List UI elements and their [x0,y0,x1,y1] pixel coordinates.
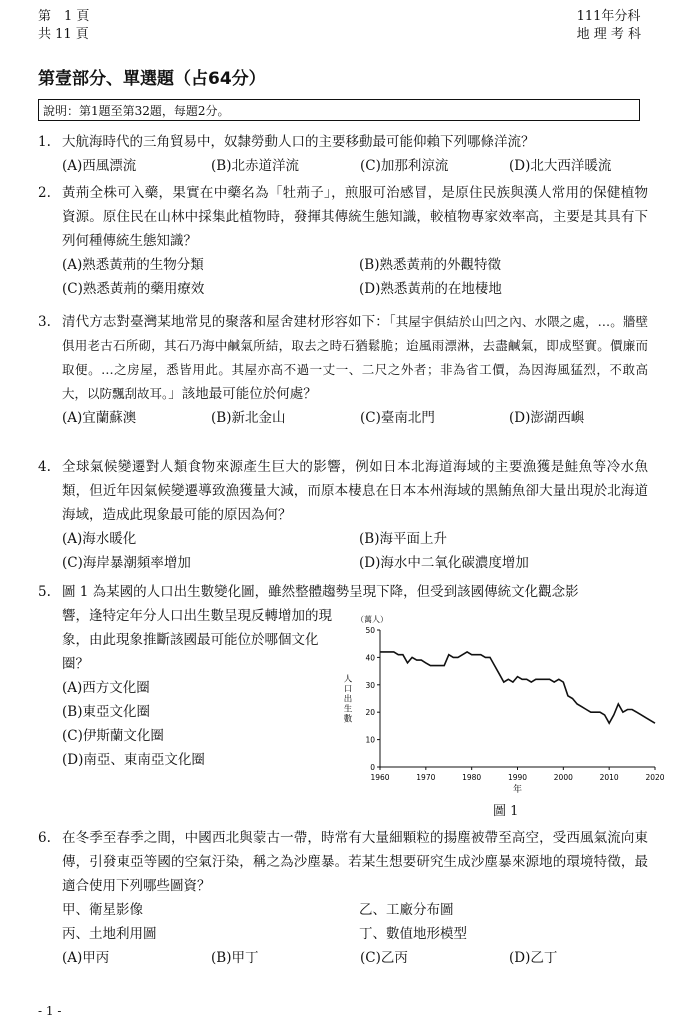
y-tick-label: 20 [365,708,375,718]
page-header-left [38,8,89,44]
option-d: (D)乙丁 [509,950,558,966]
chart-unit-label: （萬人） [356,615,388,624]
y-tick-label: 40 [365,653,375,663]
question-6 [38,826,648,970]
question-3 [38,310,648,430]
option-d: (D)澎湖西嶼 [509,410,585,426]
x-tick-label: 1980 [462,773,482,782]
instructions-box: 說明：第1題至第32題，每題2分。 [38,99,640,121]
chart-series-line [380,652,655,723]
chart-y-ticks [365,626,380,772]
question-number: 5. [38,584,51,600]
question-number: 1. [38,134,51,150]
figure-caption: 圖 1 [493,804,519,819]
question-number: 3. [38,314,51,330]
option-b: (B)海平面上升 [359,531,447,547]
item-jia: 甲、衛星影像 [62,902,143,918]
y-tick-label: 10 [365,735,375,745]
option-b: (B)北赤道洋流 [211,158,299,174]
option-c: (C)海岸暴潮頻率增加 [62,555,191,571]
x-tick-label: 1970 [416,773,436,782]
x-tick-label: 1960 [370,773,390,782]
option-c: (C)熟悉黃荊的藥用療效 [62,281,205,297]
chart-y-axis-label [344,674,353,725]
option-a: (A)宜蘭蘇澳 [62,410,137,426]
section-title: 第壹部分、單選題（占64分） [38,69,266,89]
option-c: (C)乙丙 [360,950,408,966]
y-axis-label-char: 出 [343,694,353,705]
option-d: (D)熟悉黃荊的在地棲地 [359,281,502,297]
option-d: (D)海水中二氧化碳濃度增加 [359,555,529,571]
option-a: (A)西方文化圈 [62,680,150,696]
option-d: (D)北大西洋暖流 [509,158,612,174]
option-d: (D)南亞、東南亞文化圈 [62,752,205,768]
item-yi: 乙、工廠分布圖 [359,902,454,918]
option-c: (C)伊斯蘭文化圈 [62,728,164,744]
option-a: (A)熟悉黃荊的生物分類 [62,257,204,273]
option-b: (B)東亞文化圈 [62,704,150,720]
question-1 [38,130,648,178]
y-tick-label: 0 [370,763,375,772]
question-stem: 黃荊全株可入藥，果實在中藥名為「牡荊子」，煎服可治感冒，是原住民族與漢人常用的保健植物資源。原住民在山林中採集此植物時，發揮其傳統生態知識，較植物專家效率高，主要是其具有下列何種傳統生態知識？ [62,185,648,249]
question-stem-line1: 圖 1 為某國的人口出生數變化圖，雖然整體趨勢呈現下降，但受到該國傳統文化觀念影 [62,584,579,600]
y-axis-label-char: 口 [343,684,353,695]
historical-quote: 其屋宇俱結於山凹之內、水隈之處，…。牆壁俱用老古石所砌，其石乃海中鹹氣所結，取去之時石猶鬆脆；迨風雨漂淋，去盡鹹氣，即成堅實。價廉而取便。…之房屋，悉皆用此。其屋亦高不過一丈一、二尺之外者；非為省工價，為因海風猛烈，不敢高大，以防飄刮故耳。 [62,314,648,401]
chart-axes [380,630,655,767]
question-2 [38,181,648,301]
option-b: (B)甲丁 [211,950,259,966]
question-stem: 大航海時代的三角貿易中，奴隸勞動人口的主要移動最可能仰賴下列哪條洋流？ [62,134,535,150]
option-a: (A)西風漂流 [62,158,137,174]
question-stem-rest: 響，逢特定年分人口出生數呈現反轉增加的現象，由此現象推斷該國最可能位於哪個文化圈？ [62,608,332,672]
item-bing: 丙、土地利用圖 [62,926,157,942]
y-axis-label-char: 人 [343,674,353,685]
subject-name: 地 理 考 科 [576,27,641,42]
y-axis-label-char: 數 [343,714,353,725]
page-header-right [577,8,641,44]
option-b: (B)熟悉黃荊的外觀特徵 [359,257,501,273]
exam-year: 111年分科 [576,9,641,24]
option-b: (B)新北金山 [211,410,286,426]
y-axis-label-char: 生 [343,704,353,715]
option-c: (C)加那利涼流 [360,158,449,174]
total-pages: 共 11 頁 [38,27,89,42]
page-number: 第 1 頁 [38,9,90,24]
question-stem: 在冬季至春季之間，中國西北與蒙古一帶，時常有大量細顆粒的揚塵被帶至高空，受西風氣流向東傳，引發東亞等國的空氣汙染，稱之為沙塵暴。若某生想要研究生成沙塵暴來源地的環境特徵，最適合使用下列哪些圖資？ [62,830,648,894]
option-c: (C)臺南北門 [360,410,435,426]
question-number: 2. [38,185,51,201]
birth-count-chart [340,612,670,798]
x-tick-label: 1990 [507,773,528,782]
x-tick-label: 2020 [645,773,665,782]
x-tick-label: 2000 [553,773,573,782]
option-a: (A)甲丙 [62,950,110,966]
stem-question: 」該地最可能位於何處？ [168,386,317,402]
chart-x-ticks [370,767,664,782]
page-footer: - 1 - [38,1004,62,1018]
question-number: 6. [38,830,51,846]
chart-x-axis-label: 年 [512,785,523,795]
x-tick-label: 2010 [599,773,619,782]
question-stem [62,310,648,406]
stem-intro: 清代方志對臺灣某地常見的聚落和屋舍建材形容如下：「 [62,314,396,330]
question-number: 4. [38,459,51,475]
y-tick-label: 30 [365,680,375,690]
item-ding: 丁、數值地形模型 [359,926,467,942]
option-a: (A)海水暖化 [62,531,137,547]
question-stem: 全球氣候變遷對人類食物來源產生巨大的影響，例如日本北海道海域的主要漁獲是鮭魚等冷水魚類，但近年因氣候變遷導致漁獲量大減，而原本棲息在日本本州海域的黑鮪魚卻大量出現於北海道海域，造成此現象最可能的原因為何？ [62,459,648,523]
y-tick-label: 50 [365,626,375,635]
question-4 [38,455,648,575]
